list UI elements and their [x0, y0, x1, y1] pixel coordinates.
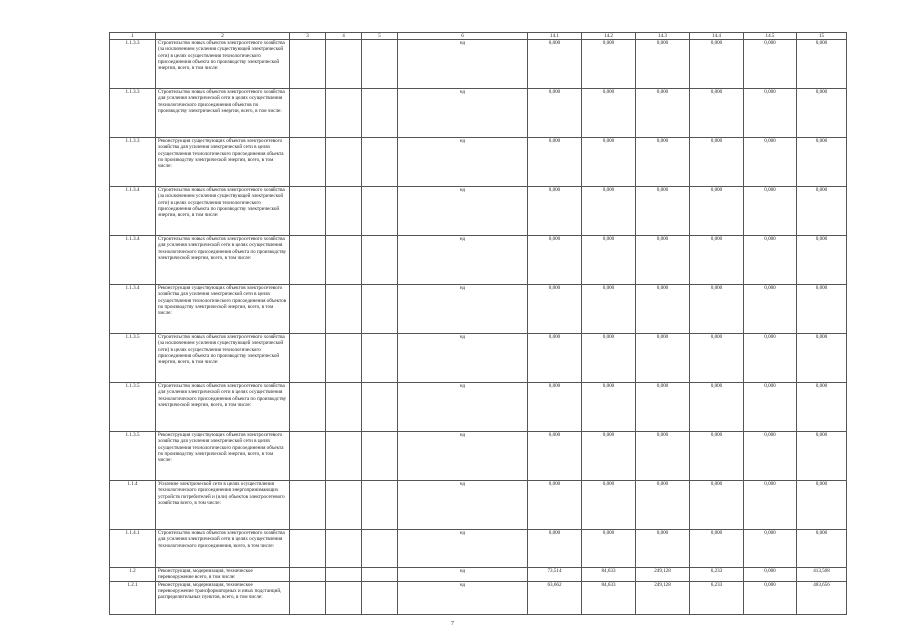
table-row [110, 187, 847, 236]
row-description: Строительство новых объектов электросетевого хозяйства для усиления электрической сети в целях осуществления технологического присоединения объекта по производству электрической энергии, всего, в том числе: [156, 236, 290, 285]
value-cell: 0,000 [744, 432, 797, 481]
row-description: Строительство новых объектов электросетевого хозяйства для усиления электрической сети в целях осуществления технологического присоединения объектов по производству электрической энергии, всего, в том числе: [156, 89, 290, 138]
value-cell: 0,000 [797, 285, 847, 334]
row-unit: нд [398, 187, 528, 236]
value-cell: 73,514 [528, 568, 582, 581]
empty-cell [326, 568, 362, 581]
empty-cell [290, 138, 326, 187]
row-code: 1.1.3.4 [110, 285, 156, 334]
column-header: 3 [290, 33, 326, 40]
value-cell: 0,000 [582, 530, 636, 568]
empty-cell [362, 285, 398, 334]
column-header: 15 [797, 33, 847, 40]
table-row [110, 568, 847, 581]
empty-cell [326, 285, 362, 334]
table-row [110, 581, 847, 614]
row-unit: нд [398, 568, 528, 581]
column-header: 14.1 [528, 33, 582, 40]
value-cell: 0,000 [744, 89, 797, 138]
empty-cell [326, 187, 362, 236]
empty-cell [326, 138, 362, 187]
value-cell: 0,000 [636, 481, 690, 530]
empty-cell [290, 187, 326, 236]
value-cell: 63,662 [528, 581, 582, 614]
value-cell: 0,000 [797, 187, 847, 236]
table-row [110, 432, 847, 481]
value-cell: 0,000 [528, 138, 582, 187]
value-cell: 0,000 [690, 530, 744, 568]
row-code: 1.1.3.4 [110, 187, 156, 236]
table-row [110, 138, 847, 187]
row-description: Строительство новых объектов электросетевого хозяйства для усиления электрической сети в целях осуществления технологического присоединения объекта по производству электрической энергии, всего, в том числе: [156, 383, 290, 432]
data-table [109, 32, 847, 615]
row-unit: нд [398, 285, 528, 334]
value-cell: 0,000 [636, 236, 690, 285]
empty-cell [290, 89, 326, 138]
empty-cell [326, 481, 362, 530]
value-cell: 0,000 [797, 40, 847, 89]
value-cell: 0,000 [690, 383, 744, 432]
value-cell: 249,128 [636, 568, 690, 581]
value-cell: 0,000 [636, 432, 690, 481]
empty-cell [326, 236, 362, 285]
empty-cell [326, 383, 362, 432]
value-cell: 413,508 [797, 568, 847, 581]
value-cell: 84,633 [582, 581, 636, 614]
value-cell: 0,000 [528, 530, 582, 568]
table-row [110, 334, 847, 383]
row-unit: нд [398, 236, 528, 285]
empty-cell [362, 138, 398, 187]
empty-cell [290, 481, 326, 530]
column-header: 6 [398, 33, 528, 40]
value-cell: 0,000 [797, 89, 847, 138]
row-description: Реконструкция существующих объектов электросетевого хозяйства для усиления электрической сети в целях осуществления технологического присоединения объекта по производству электрической энергии, всего, в том числе: [156, 432, 290, 481]
value-cell: 0,000 [797, 530, 847, 568]
empty-cell [326, 530, 362, 568]
value-cell: 0,000 [744, 285, 797, 334]
value-cell: 0,000 [582, 236, 636, 285]
value-cell: 0,000 [528, 187, 582, 236]
table-row [110, 285, 847, 334]
table-row [110, 40, 847, 89]
value-cell: 0,000 [636, 89, 690, 138]
table-row [110, 89, 847, 138]
value-cell: 6,233 [690, 581, 744, 614]
row-unit: нд [398, 530, 528, 568]
value-cell: 0,000 [528, 334, 582, 383]
value-cell: 0,000 [744, 568, 797, 581]
empty-cell [290, 383, 326, 432]
row-unit: нд [398, 40, 528, 89]
row-description: Строительство новых объектов электросетевого хозяйства (за исключением усиления существующей электрической сети) в целях осуществления технологического присоединения объекта по производству электрической энергии, всего, в том числе: [156, 334, 290, 383]
empty-cell [326, 89, 362, 138]
row-unit: нд [398, 89, 528, 138]
value-cell: 0,000 [582, 40, 636, 89]
empty-cell [362, 187, 398, 236]
value-cell: 0,000 [528, 40, 582, 89]
row-code: 1.1.3.5 [110, 432, 156, 481]
row-code: 1.1.3.4 [110, 236, 156, 285]
row-code: 1.1.3.5 [110, 383, 156, 432]
row-description: Реконструкция существующих объектов электросетевого хозяйства для усиления электрической сети в целях осуществления технологического присоединения объектов по производству электрической энергии, всего, в том числе: [156, 285, 290, 334]
empty-cell [362, 481, 398, 530]
value-cell: 0,000 [690, 236, 744, 285]
table-row [110, 530, 847, 568]
value-cell: 0,000 [582, 187, 636, 236]
empty-cell [362, 432, 398, 481]
empty-cell [290, 581, 326, 614]
header-row [110, 33, 847, 40]
empty-cell [290, 334, 326, 383]
row-unit: нд [398, 481, 528, 530]
row-code: 1.1.3.3 [110, 138, 156, 187]
column-header: 2 [156, 33, 290, 40]
row-code: 1.1.4 [110, 481, 156, 530]
row-description: Реконструкция существующих объектов электросетевого хозяйства для усиления электрической сети в целях осуществления технологического присоединения объекта по производству электрической энергии, всего, в том числе: [156, 138, 290, 187]
value-cell: 0,000 [797, 138, 847, 187]
value-cell: 0,000 [582, 138, 636, 187]
value-cell: 0,000 [690, 285, 744, 334]
empty-cell [326, 40, 362, 89]
column-header: 4 [326, 33, 362, 40]
value-cell: 0,000 [744, 481, 797, 530]
row-code: 1.1.3.3 [110, 40, 156, 89]
value-cell: 0,000 [636, 530, 690, 568]
empty-cell [326, 581, 362, 614]
value-cell: 249,128 [636, 581, 690, 614]
empty-cell [362, 530, 398, 568]
row-description: Усиление электрической сети в целях осуществления технологического присоединения энергопринимающих устройств потребителей и (или) объектов электросетевого хозяйства всего, в том числе: [156, 481, 290, 530]
column-header: 14.5 [744, 33, 797, 40]
value-cell: 0,000 [528, 432, 582, 481]
value-cell: 0,000 [797, 481, 847, 530]
empty-cell [290, 40, 326, 89]
value-cell: 0,000 [636, 383, 690, 432]
row-description: Реконструкция, модернизация, техническое перевооружение всего, в том числе: [156, 568, 290, 581]
row-code: 1.1.3.5 [110, 334, 156, 383]
table-row [110, 236, 847, 285]
empty-cell [362, 383, 398, 432]
value-cell: 0,000 [690, 138, 744, 187]
column-header: 5 [362, 33, 398, 40]
value-cell: 0,000 [636, 138, 690, 187]
row-unit: нд [398, 432, 528, 481]
value-cell: 0,000 [582, 432, 636, 481]
column-header: 14.4 [690, 33, 744, 40]
empty-cell [362, 40, 398, 89]
value-cell: 0,000 [690, 334, 744, 383]
value-cell: 0,000 [690, 432, 744, 481]
value-cell: 0,000 [582, 334, 636, 383]
column-header: 1 [110, 33, 156, 40]
row-unit: нд [398, 383, 528, 432]
value-cell: 0,000 [690, 481, 744, 530]
value-cell: 0,000 [797, 383, 847, 432]
column-header: 14.2 [582, 33, 636, 40]
value-cell: 0,000 [744, 383, 797, 432]
empty-cell [290, 236, 326, 285]
empty-cell [290, 568, 326, 581]
value-cell: 0,000 [744, 334, 797, 383]
value-cell: 0,000 [744, 40, 797, 89]
value-cell: 0,000 [690, 89, 744, 138]
value-cell: 0,000 [690, 40, 744, 89]
page-number: 7 [451, 621, 454, 627]
empty-cell [326, 432, 362, 481]
value-cell: 0,000 [636, 285, 690, 334]
value-cell: 0,000 [636, 187, 690, 236]
empty-cell [326, 334, 362, 383]
row-description: Строительство новых объектов электросетевого хозяйства для усиления электрической сети в целях осуществления технологического присоединения, всего, в том числе: [156, 530, 290, 568]
value-cell: 0,000 [528, 89, 582, 138]
value-cell: 0,000 [582, 285, 636, 334]
value-cell: 0,000 [528, 383, 582, 432]
value-cell: 0,000 [797, 334, 847, 383]
value-cell: 0,000 [528, 481, 582, 530]
value-cell: 84,633 [582, 568, 636, 581]
row-unit: нд [398, 138, 528, 187]
value-cell: 0,000 [582, 481, 636, 530]
value-cell: 0,000 [636, 334, 690, 383]
row-code: 1.2.1 [110, 581, 156, 614]
value-cell: 0,000 [797, 432, 847, 481]
row-description: Строительство новых объектов электросетевого хозяйства (за исключением усиления существующей электрической сети) в целях осуществления технологического присоединения объекта по производству электрической энергии, всего, в том числе: [156, 187, 290, 236]
row-code: 1.1.4.1 [110, 530, 156, 568]
row-code: 1.2 [110, 568, 156, 581]
empty-cell [362, 236, 398, 285]
value-cell: 0,000 [744, 187, 797, 236]
value-cell: 0,000 [528, 285, 582, 334]
table-body [110, 33, 847, 615]
row-description: Реконструкция, модернизация, техническое перевооружение трансформаторных и иных подстанций, распределительных пунктов, всего, в том числе: [156, 581, 290, 614]
empty-cell [290, 530, 326, 568]
empty-cell [362, 334, 398, 383]
empty-cell [290, 432, 326, 481]
row-description: Строительство новых объектов электросетевого хозяйства (за исключением усиления существующей электрической сети) в целях осуществления технологического присоединения объекта по производству электрической энергии, всего, в том числе: [156, 40, 290, 89]
row-unit: нд [398, 334, 528, 383]
value-cell: 0,000 [744, 530, 797, 568]
empty-cell [362, 581, 398, 614]
value-cell: 0,000 [744, 581, 797, 614]
row-code: 1.1.3.3 [110, 89, 156, 138]
value-cell: 0,000 [690, 187, 744, 236]
value-cell: 0,000 [582, 383, 636, 432]
empty-cell [290, 285, 326, 334]
value-cell: 0,000 [582, 89, 636, 138]
column-header: 14.3 [636, 33, 690, 40]
value-cell: 0,000 [744, 236, 797, 285]
table-row [110, 481, 847, 530]
empty-cell [362, 568, 398, 581]
value-cell: 403,656 [797, 581, 847, 614]
value-cell: 0,000 [797, 236, 847, 285]
value-cell: 0,000 [744, 138, 797, 187]
row-unit: нд [398, 581, 528, 614]
value-cell: 0,000 [636, 40, 690, 89]
value-cell: 6,233 [690, 568, 744, 581]
table-row [110, 383, 847, 432]
empty-cell [362, 89, 398, 138]
value-cell: 0,000 [528, 236, 582, 285]
